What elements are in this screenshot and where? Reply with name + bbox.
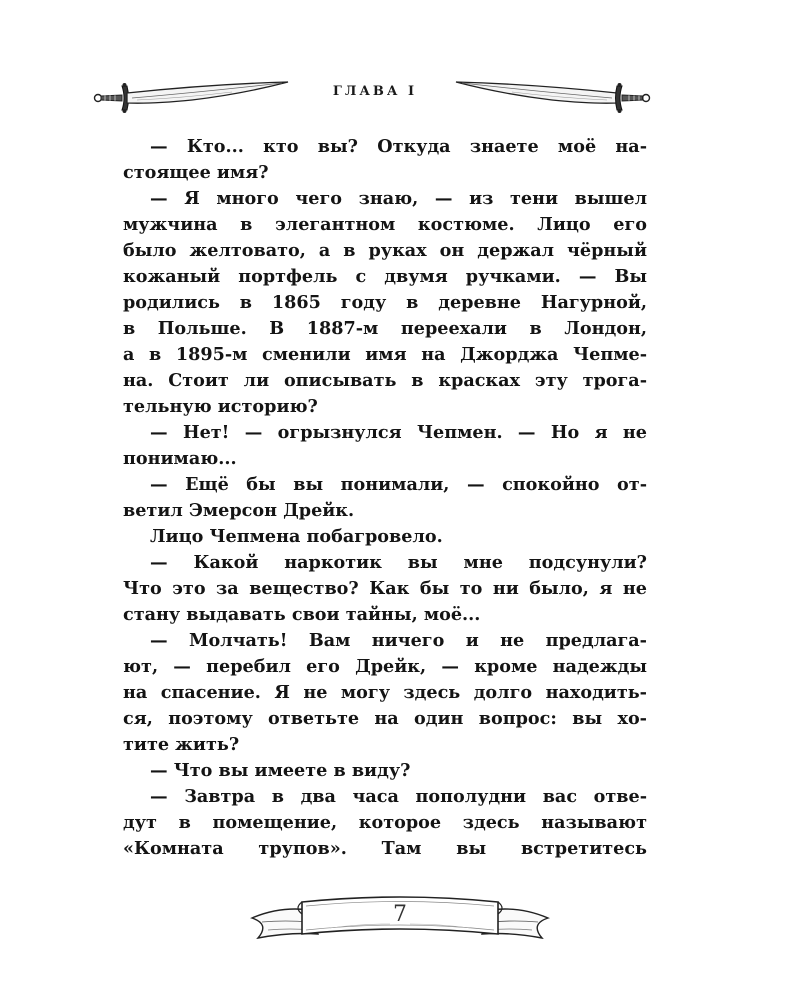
text-line: тельную историю?	[123, 396, 318, 417]
text-line: стану выдавать свои тайны, моё...	[123, 604, 481, 625]
page-number: 7	[393, 902, 407, 927]
text-line: ся, поэтому ответьте на один вопрос: вы хо-	[123, 708, 647, 729]
body-text	[123, 134, 647, 862]
text-line: «Комната трупов». Там вы встретитесь	[123, 838, 647, 859]
text-line: — Завтра в два часа пополудни вас отве-	[150, 786, 647, 807]
text-line: стоящее имя?	[123, 162, 269, 183]
text-line: было желтовато, а в руках он держал чёрный	[123, 240, 647, 261]
text-line: в Польше. В 1887-м переехали в Лондон,	[123, 318, 647, 339]
text-line: Лицо Чепмена побагровело.	[150, 526, 443, 547]
text-line: — Какой наркотик вы мне подсунули?	[150, 552, 647, 573]
sword-icon	[452, 74, 652, 114]
sword-icon	[92, 74, 292, 114]
text-line: а в 1895-м сменили имя на Джорджа Чепме-	[123, 344, 647, 365]
text-line: понимаю...	[123, 448, 237, 469]
text-line: мужчина в элегантном костюме. Лицо его	[123, 214, 647, 235]
text-line: — Ещё бы вы понимали, — спокойно от-	[150, 474, 647, 495]
page-footer	[240, 888, 560, 950]
text-line: — Что вы имеете в виду?	[150, 760, 411, 781]
text-line: тите жить?	[123, 734, 240, 755]
text-line: — Кто... кто вы? Откуда знаете моё на-	[150, 136, 647, 157]
text-line: — Нет! — огрызнулся Чепмен. — Но я не	[150, 422, 647, 443]
text-line: — Молчать! Вам ничего и не предлага-	[150, 630, 647, 651]
text-line: на. Стоит ли описывать в красках эту трога-	[123, 370, 647, 391]
text-line: кожаный портфель с двумя ручками. — Вы	[123, 266, 647, 287]
chapter-title: ГЛАВА I	[332, 84, 418, 99]
text-line: на спасение. Я не могу здесь долго находить-	[123, 682, 647, 703]
text-line: ветил Эмерсон Дрейк.	[123, 500, 355, 521]
text-line: родились в 1865 году в деревне Нагурной,	[123, 292, 647, 313]
text-line: ют, — перебил его Дрейк, — кроме надежды	[123, 656, 647, 677]
text-line: дут в помещение, которое здесь называют	[123, 812, 647, 833]
running-header	[0, 70, 800, 120]
text-line: Что это за вещество? Как бы то ни было, я не	[123, 578, 647, 599]
text-line: — Я много чего знаю, — из тени вышел	[150, 188, 647, 209]
